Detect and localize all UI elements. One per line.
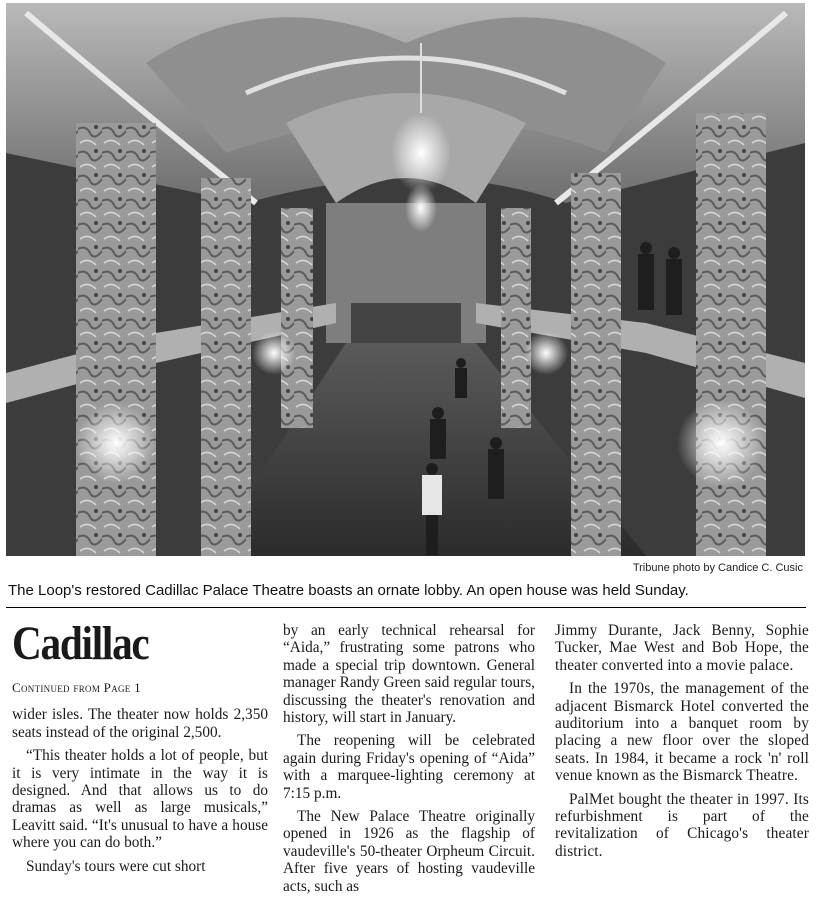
paragraph: “This theater holds a lot of people, but it is very intimate in the way it is designed. And that allows us to do dramas as well as large musicals,” Leavitt said. “It's unusual to have a house where you can do both.” [12,747,268,852]
article-headline: Cadillac [12,617,149,670]
paragraph: The New Palace Theatre originally opened in 1926 as the flagship of vaudeville's 50-theater Orpheum Circuit. After five years of hosting vaudeville acts, such as [283,808,535,895]
paragraph: wider isles. The theater now holds 2,350 seats instead of the original 2,500. [12,706,268,741]
lobby-illustration [6,3,805,556]
caption-divider [6,607,806,608]
paragraph: In the 1970s, the management of the adjacent Bismarck Hotel converted the auditorium into a banquet room by placing a new floor over the sloped seats. In 1984, it became a rock 'n' roll venue known as the Bismarck Theatre. [555,680,809,785]
theatre-lobby-photo [6,3,805,556]
paragraph: Sunday's tours were cut short [26,857,206,875]
paragraph: The reopening will be celebrated again during Friday's opening of “Aida” with a marquee-lighting ceremony at 7:15 p.m. [283,732,535,802]
article-column-2 [283,622,535,901]
article-column-3 [555,622,809,866]
jump-line: Continued from Page 1 [12,680,141,695]
photo-credit: Tribune photo by Candice C. Cusic [632,562,803,574]
article-column-1 [12,617,268,881]
paragraph: PalMet bought the theater in 1997. Its refurbishment is part of the revitalization of Chicago's theater district. [555,790,809,860]
paragraph: Jimmy Durante, Jack Benny, Sophie Tucker, Mae West and Bob Hope, the theater converted into a movie palace. [555,622,809,674]
paragraph: by an early technical rehearsal for “Aida,” frustrating some patrons who made a special trip downtown. General manager Randy Green said regular tours, discussing the theater's renovation and history, will start in January. [283,622,535,727]
photo-caption: The Loop's restored Cadillac Palace Theatre boasts an ornate lobby. An open house was held Sunday. [8,582,689,599]
